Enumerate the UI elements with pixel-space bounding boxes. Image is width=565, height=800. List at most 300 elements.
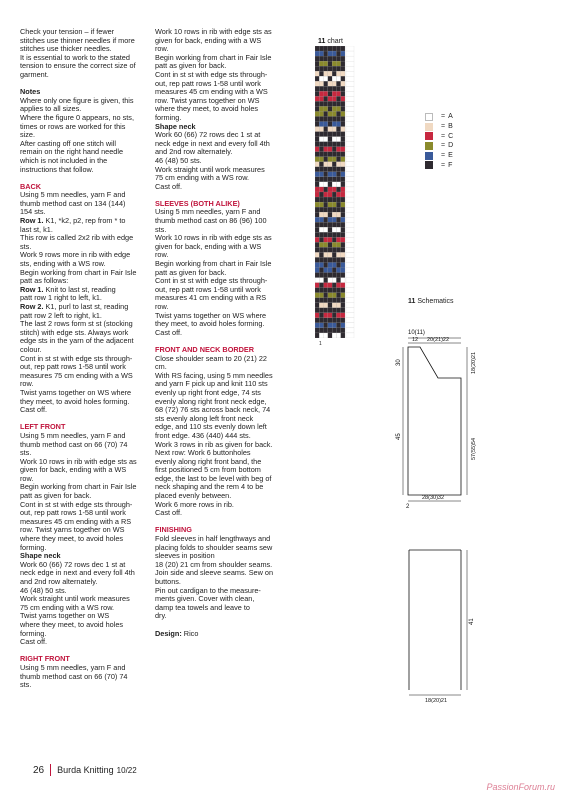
- chart-cell: [319, 257, 323, 262]
- chart-cell: [336, 197, 340, 202]
- chart-cell: [341, 328, 345, 333]
- chart-cell: [319, 157, 323, 162]
- chart-cell: [336, 222, 340, 227]
- chart-cell: [319, 76, 323, 81]
- chart-cell: [336, 187, 340, 192]
- chart-cell: [328, 137, 332, 142]
- chart-cell: [324, 197, 328, 202]
- border-paragraph: [155, 355, 285, 518]
- chart-cell: [324, 86, 328, 91]
- chart-cell: [328, 323, 332, 328]
- legend-letter: D: [448, 142, 454, 150]
- chart-cell: [336, 313, 340, 318]
- text-line: where they meet, to avoid holes: [20, 619, 124, 629]
- chart-cell: [328, 177, 332, 182]
- chart-cell: [315, 293, 319, 298]
- chart-cell: [332, 202, 336, 207]
- chart-cell: [332, 182, 336, 187]
- chart-cell: [332, 76, 336, 81]
- chart-cell: [315, 177, 319, 182]
- chart-cell: [319, 328, 323, 333]
- text-line: given for back, ending with a WS: [155, 35, 262, 45]
- chart-row-index: [346, 147, 354, 152]
- text-line: sts evenly along left front neck: [155, 413, 254, 423]
- chart-cell: [341, 222, 345, 227]
- chart-cell: [332, 132, 336, 137]
- chart-cell: [319, 147, 323, 152]
- text-line: row.: [20, 379, 34, 389]
- chart-cell: [328, 313, 332, 318]
- text-line: sleeves in position: [155, 551, 215, 561]
- chart-cell: [341, 303, 345, 308]
- chart-cell: [315, 46, 319, 51]
- chart-cell: [315, 71, 319, 76]
- chart-title: 11 chart: [318, 38, 343, 45]
- text-line: Check your tension – if fewer: [20, 27, 115, 36]
- text-line: Where the figure 0 appears, no sts,: [20, 112, 134, 122]
- chart-cell: [319, 142, 323, 147]
- chart-cell: [341, 56, 345, 61]
- chart-cell: [332, 177, 336, 182]
- text-line: evenly along right front neck edge,: [155, 396, 267, 406]
- legend-swatch: [425, 113, 433, 121]
- chart-cell: [328, 293, 332, 298]
- chart-cell: [336, 328, 340, 333]
- chart-cell: [319, 278, 323, 283]
- finishing-heading: FINISHING: [155, 525, 192, 535]
- chart-cell: [332, 111, 336, 116]
- chart-cell: [336, 86, 340, 91]
- colour-legend: [425, 112, 453, 170]
- chart-cell: [324, 122, 328, 127]
- chart-row-index: [346, 262, 354, 267]
- text-line: The last 2 rows form st st (stocking: [20, 319, 133, 329]
- chart-cell: [319, 101, 323, 106]
- text-line: Cont in st st with edge sts through-: [20, 353, 133, 363]
- text-line: 75 cm ending with a WS row.: [20, 602, 115, 612]
- chart-cell: [341, 96, 345, 101]
- chart-row-index: [346, 328, 354, 333]
- legend-equals: =: [441, 123, 446, 131]
- chart-cell: [332, 217, 336, 222]
- chart-cell: [315, 132, 319, 137]
- chart-cell: [341, 61, 345, 66]
- chart-cell: [324, 323, 328, 328]
- label-sleeve-width: 18(20)21: [425, 698, 448, 704]
- text-line: dry.: [155, 611, 167, 621]
- legend-letter: C: [448, 132, 454, 140]
- chart-cell: [328, 288, 332, 293]
- chart-cell: [328, 192, 332, 197]
- text-column-1: [20, 28, 145, 690]
- chart-cell: [332, 91, 336, 96]
- chart-cell: [336, 51, 340, 56]
- chart-cell: [336, 167, 340, 172]
- chart-cell: [324, 167, 328, 172]
- text-line: Work 10 rows in rib with edge sts as: [155, 27, 272, 36]
- chart-cell: [336, 323, 340, 328]
- chart-cell: [324, 303, 328, 308]
- chart-cell: [341, 66, 345, 71]
- chart-cell: [328, 308, 332, 313]
- chart-cell: [341, 132, 345, 137]
- chart-cell: [341, 308, 345, 313]
- chart-cell: [341, 86, 345, 91]
- chart-cell: [319, 222, 323, 227]
- chart-cell: [319, 308, 323, 313]
- text-line: edge sts in the yarn of the adjacent: [20, 336, 134, 346]
- chart-cell: [336, 262, 340, 267]
- chart-cell: [319, 96, 323, 101]
- chart-cell: [328, 172, 332, 177]
- text-line: and yarn F pick up and knit 110 sts: [155, 379, 268, 389]
- chart-cell: [332, 257, 336, 262]
- chart-cell: [336, 147, 340, 152]
- chart-cell: [328, 182, 332, 187]
- chart-cell: [315, 106, 319, 111]
- chart-cell: [341, 283, 345, 288]
- chart-cell: [319, 116, 323, 121]
- chart-cell: [324, 293, 328, 298]
- chart-cell: [315, 61, 319, 66]
- chart-cell: [319, 232, 323, 237]
- chart-cell: [319, 202, 323, 207]
- chart-cell: [332, 328, 336, 333]
- back-heading: BACK: [20, 181, 42, 191]
- chart-row-index: [346, 81, 354, 86]
- chart-cell: [328, 283, 332, 288]
- chart-cell: [324, 257, 328, 262]
- chart-cell: [328, 222, 332, 227]
- chart-row-index: [346, 283, 354, 288]
- chart-cell: [332, 303, 336, 308]
- chart-cell: [319, 46, 323, 51]
- chart-cell: [341, 262, 345, 267]
- chart-cell: [328, 46, 332, 51]
- chart-cell: [315, 101, 319, 106]
- chart-cell: [328, 212, 332, 217]
- chart-row-index: [346, 323, 354, 328]
- chart-row-index: [346, 56, 354, 61]
- chart-cell: [332, 252, 336, 257]
- chart-cell: [324, 157, 328, 162]
- chart-cell: [341, 257, 345, 262]
- chart-cell: [336, 137, 340, 142]
- chart-cell: [315, 242, 319, 247]
- chart-cell: [332, 273, 336, 278]
- chart-cell: [315, 227, 319, 232]
- legend-letter: B: [448, 123, 453, 131]
- text-line: they meet, to avoid holes forming.: [155, 319, 265, 329]
- page-footer: [33, 764, 137, 776]
- chart-cell: [315, 152, 319, 157]
- chart-cell: [341, 192, 345, 197]
- chart-cell: [341, 217, 345, 222]
- chart-cell: [319, 313, 323, 318]
- chart-cell: [328, 247, 332, 252]
- chart-cell: [328, 273, 332, 278]
- chart-cell: [336, 333, 340, 338]
- chart-cell: [324, 106, 328, 111]
- text-line: Next row: Work 6 buttonholes: [155, 448, 251, 458]
- chart-cell: [315, 182, 319, 187]
- text-line: stitch) with edge sts. Always work: [20, 327, 129, 337]
- back-row1: Row 1. K1, *k2, p2, rep from * to: [20, 216, 126, 226]
- chart-cell: [319, 56, 323, 61]
- chart-cell: [324, 116, 328, 121]
- chart-cell: [341, 162, 345, 167]
- chart-cell: [324, 91, 328, 96]
- finishing-paragraph: [155, 535, 285, 621]
- chart-cell: [341, 202, 345, 207]
- chart-cell: [319, 303, 323, 308]
- chart-cell: [341, 172, 345, 177]
- chart-row-index: [346, 288, 354, 293]
- chart-cell: [319, 207, 323, 212]
- chart-cell: [324, 288, 328, 293]
- chart-cell: [328, 328, 332, 333]
- text-line: thumb method cast on 86 (96) 100: [155, 216, 267, 226]
- chart-cell: [341, 197, 345, 202]
- text-line: row.: [155, 302, 169, 311]
- chart-cell: [324, 207, 328, 212]
- chart-cell: [336, 278, 340, 283]
- chart-cell: [341, 318, 345, 323]
- chart-row-index: [346, 212, 354, 217]
- chart-row-index: [346, 313, 354, 318]
- chart-cell: [315, 247, 319, 252]
- chart-cell: [328, 303, 332, 308]
- text-line: out, rep patt rows 1-58 until work: [155, 284, 261, 294]
- chart-row-index: [346, 177, 354, 182]
- chart-cell: [328, 202, 332, 207]
- label-45: 45: [396, 433, 402, 440]
- chart-cell: [341, 268, 345, 273]
- chart-row-index: [346, 172, 354, 177]
- chart-row-index: [346, 217, 354, 222]
- chart-cell: [315, 96, 319, 101]
- chart-cell: [336, 132, 340, 137]
- chart-cell: [319, 152, 323, 157]
- chart-cell: [332, 51, 336, 56]
- text-line: neck shaping and the rem 4 to be: [155, 482, 264, 492]
- issue-number: 10/22: [116, 765, 137, 775]
- text-line: edge, and 110 sts evenly down left: [155, 422, 267, 432]
- chart-cell: [315, 192, 319, 197]
- chart-cell: [328, 61, 332, 66]
- chart-cell: [319, 197, 323, 202]
- chart-cell: [315, 237, 319, 242]
- legend-letter: F: [448, 161, 453, 169]
- left-front-heading: LEFT FRONT: [20, 422, 66, 432]
- chart-cell: [324, 313, 328, 318]
- chart-cell: [319, 122, 323, 127]
- chart-cell: [328, 167, 332, 172]
- text-line: Cont in st st with edge sts through-: [155, 276, 268, 286]
- chart-cell: [332, 46, 336, 51]
- text-line: Using 5 mm needles, yarn F and: [20, 190, 126, 200]
- chart-cell: [324, 51, 328, 56]
- chart-cell: [328, 257, 332, 262]
- chart-row-index: [346, 137, 354, 142]
- chart-cell: [332, 56, 336, 61]
- chart-cell: [336, 106, 340, 111]
- text-line: Close shoulder seam to 20 (21) 22: [155, 353, 267, 363]
- legend-item: [425, 131, 453, 141]
- chart-cell: [319, 192, 323, 197]
- label-armhole: 18(20)21: [471, 351, 477, 374]
- chart-cell: [324, 46, 328, 51]
- sleeves-heading: SLEEVES (BOTH ALIKE): [155, 198, 240, 208]
- legend-equals: =: [441, 152, 446, 160]
- chart-cell: [319, 182, 323, 187]
- chart-row-index: [346, 252, 354, 257]
- chart-row-index: [346, 333, 354, 338]
- chart-cell: [341, 81, 345, 86]
- chart-cell: [328, 157, 332, 162]
- chart-cell: [336, 127, 340, 132]
- chart-cell: [341, 227, 345, 232]
- schematics-title: 11 Schematics: [408, 298, 454, 305]
- chart-cell: [341, 313, 345, 318]
- chart-row-index: [346, 111, 354, 116]
- chart-cell: [319, 91, 323, 96]
- text-line: Work 10 rows in rib with edge sts as: [20, 456, 137, 466]
- chart-cell: [341, 298, 345, 303]
- chart-start-marker: 1: [319, 341, 322, 347]
- chart-cell: [315, 111, 319, 116]
- chart-cell: [341, 182, 345, 187]
- chart-cell: [341, 288, 345, 293]
- text-line: patt as given for back.: [155, 61, 227, 71]
- chart-cell: [315, 313, 319, 318]
- chart-row-index: [346, 242, 354, 247]
- chart-cell: [332, 157, 336, 162]
- chart-cell: [328, 101, 332, 106]
- chart-cell: [336, 122, 340, 127]
- chart-row-index: [346, 71, 354, 76]
- chart-row-index: [346, 101, 354, 106]
- intro-paragraph: [20, 28, 145, 80]
- chart-row-index: [346, 192, 354, 197]
- chart-cell: [315, 222, 319, 227]
- border-heading: FRONT AND NECK BORDER: [155, 344, 255, 354]
- right-front-heading: RIGHT FRONT: [20, 654, 70, 664]
- chart-cell: [332, 137, 336, 142]
- legend-item: [425, 112, 453, 122]
- text-line: they meet, to avoid holes forming.: [20, 396, 130, 406]
- chart-cell: [332, 197, 336, 202]
- design-credit: Design: Rico: [155, 628, 199, 638]
- chart-cell: [315, 212, 319, 217]
- chart-cell: [319, 106, 323, 111]
- chart-cell: [341, 177, 345, 182]
- chart-cell: [332, 147, 336, 152]
- chart-cell: [328, 217, 332, 222]
- text-line: Work 60 (66) 72 rows dec 1 st at: [155, 130, 261, 140]
- chart-cell: [332, 152, 336, 157]
- legend-swatch: [425, 123, 433, 131]
- chart-cell: [315, 167, 319, 172]
- chart-row-index: [346, 227, 354, 232]
- label-30: 30: [396, 359, 402, 366]
- chart-cell: [336, 257, 340, 262]
- text-line: buttons.: [155, 577, 181, 586]
- text-line: Work 10 rows in rib with edge sts as: [155, 233, 272, 243]
- chart-cell: [324, 101, 328, 106]
- chart-cell: [315, 328, 319, 333]
- chart-cell: [341, 232, 345, 237]
- chart-cell: [341, 212, 345, 217]
- chart-row-index: [346, 46, 354, 51]
- chart-row-index: [346, 91, 354, 96]
- chart-cell: [324, 328, 328, 333]
- text-line: and 2nd row alternately.: [155, 147, 233, 157]
- chart-cell: [332, 237, 336, 242]
- text-line: After casting off one stitch will: [20, 138, 116, 148]
- chart-cell: [341, 187, 345, 192]
- chart-row-index: [346, 127, 354, 132]
- chart-cell: [324, 252, 328, 257]
- chart-row-index: [346, 152, 354, 157]
- right-front-shape-paragraph: [155, 131, 285, 191]
- chart-cell: [315, 56, 319, 61]
- text-line: patt as follows:: [20, 276, 69, 286]
- patt-row1: Row 1. Knit to last st, reading: [20, 284, 116, 294]
- chart-cell: [315, 202, 319, 207]
- chart-cell: [324, 152, 328, 157]
- chart-cell: [328, 127, 332, 132]
- chart-cell: [319, 217, 323, 222]
- chart-cell: [336, 202, 340, 207]
- chart-cell: [336, 268, 340, 273]
- chart-cell: [319, 71, 323, 76]
- chart-cell: [315, 257, 319, 262]
- chart-cell: [336, 247, 340, 252]
- chart-cell: [319, 86, 323, 91]
- text-line: sts.: [20, 448, 32, 458]
- chart-cell: [324, 273, 328, 278]
- text-line: cm.: [155, 362, 167, 372]
- sleeve-outline: [409, 550, 461, 690]
- chart-cell: [324, 142, 328, 147]
- chart-cell: [328, 298, 332, 303]
- schematics-diagram: [385, 310, 485, 710]
- text-line: This row is called 2x2 rib with edge: [20, 233, 134, 243]
- chart-cell: [315, 122, 319, 127]
- chart-cell: [324, 127, 328, 132]
- chart-row-index: [346, 273, 354, 278]
- chart-cell: [324, 187, 328, 192]
- chart-cell: [332, 167, 336, 172]
- sleeves-paragraph: [155, 208, 285, 337]
- chart-row-index: [346, 237, 354, 242]
- chart-cell: [315, 127, 319, 132]
- chart-cell: [324, 71, 328, 76]
- chart-cell: [336, 283, 340, 288]
- chart-cell: [328, 51, 332, 56]
- body-outline: [408, 347, 461, 495]
- chart-cell: [336, 96, 340, 101]
- text-line: Cast off.: [155, 181, 183, 191]
- chart-cell: [341, 333, 345, 338]
- chart-cell: [332, 293, 336, 298]
- text-line: stitches use thinner needles if more: [20, 35, 135, 45]
- chart-cell: [332, 212, 336, 217]
- notes-heading: Notes: [20, 87, 41, 97]
- text-line: Begin working from chart in Fair Isle: [20, 482, 137, 492]
- chart-cell: [324, 132, 328, 137]
